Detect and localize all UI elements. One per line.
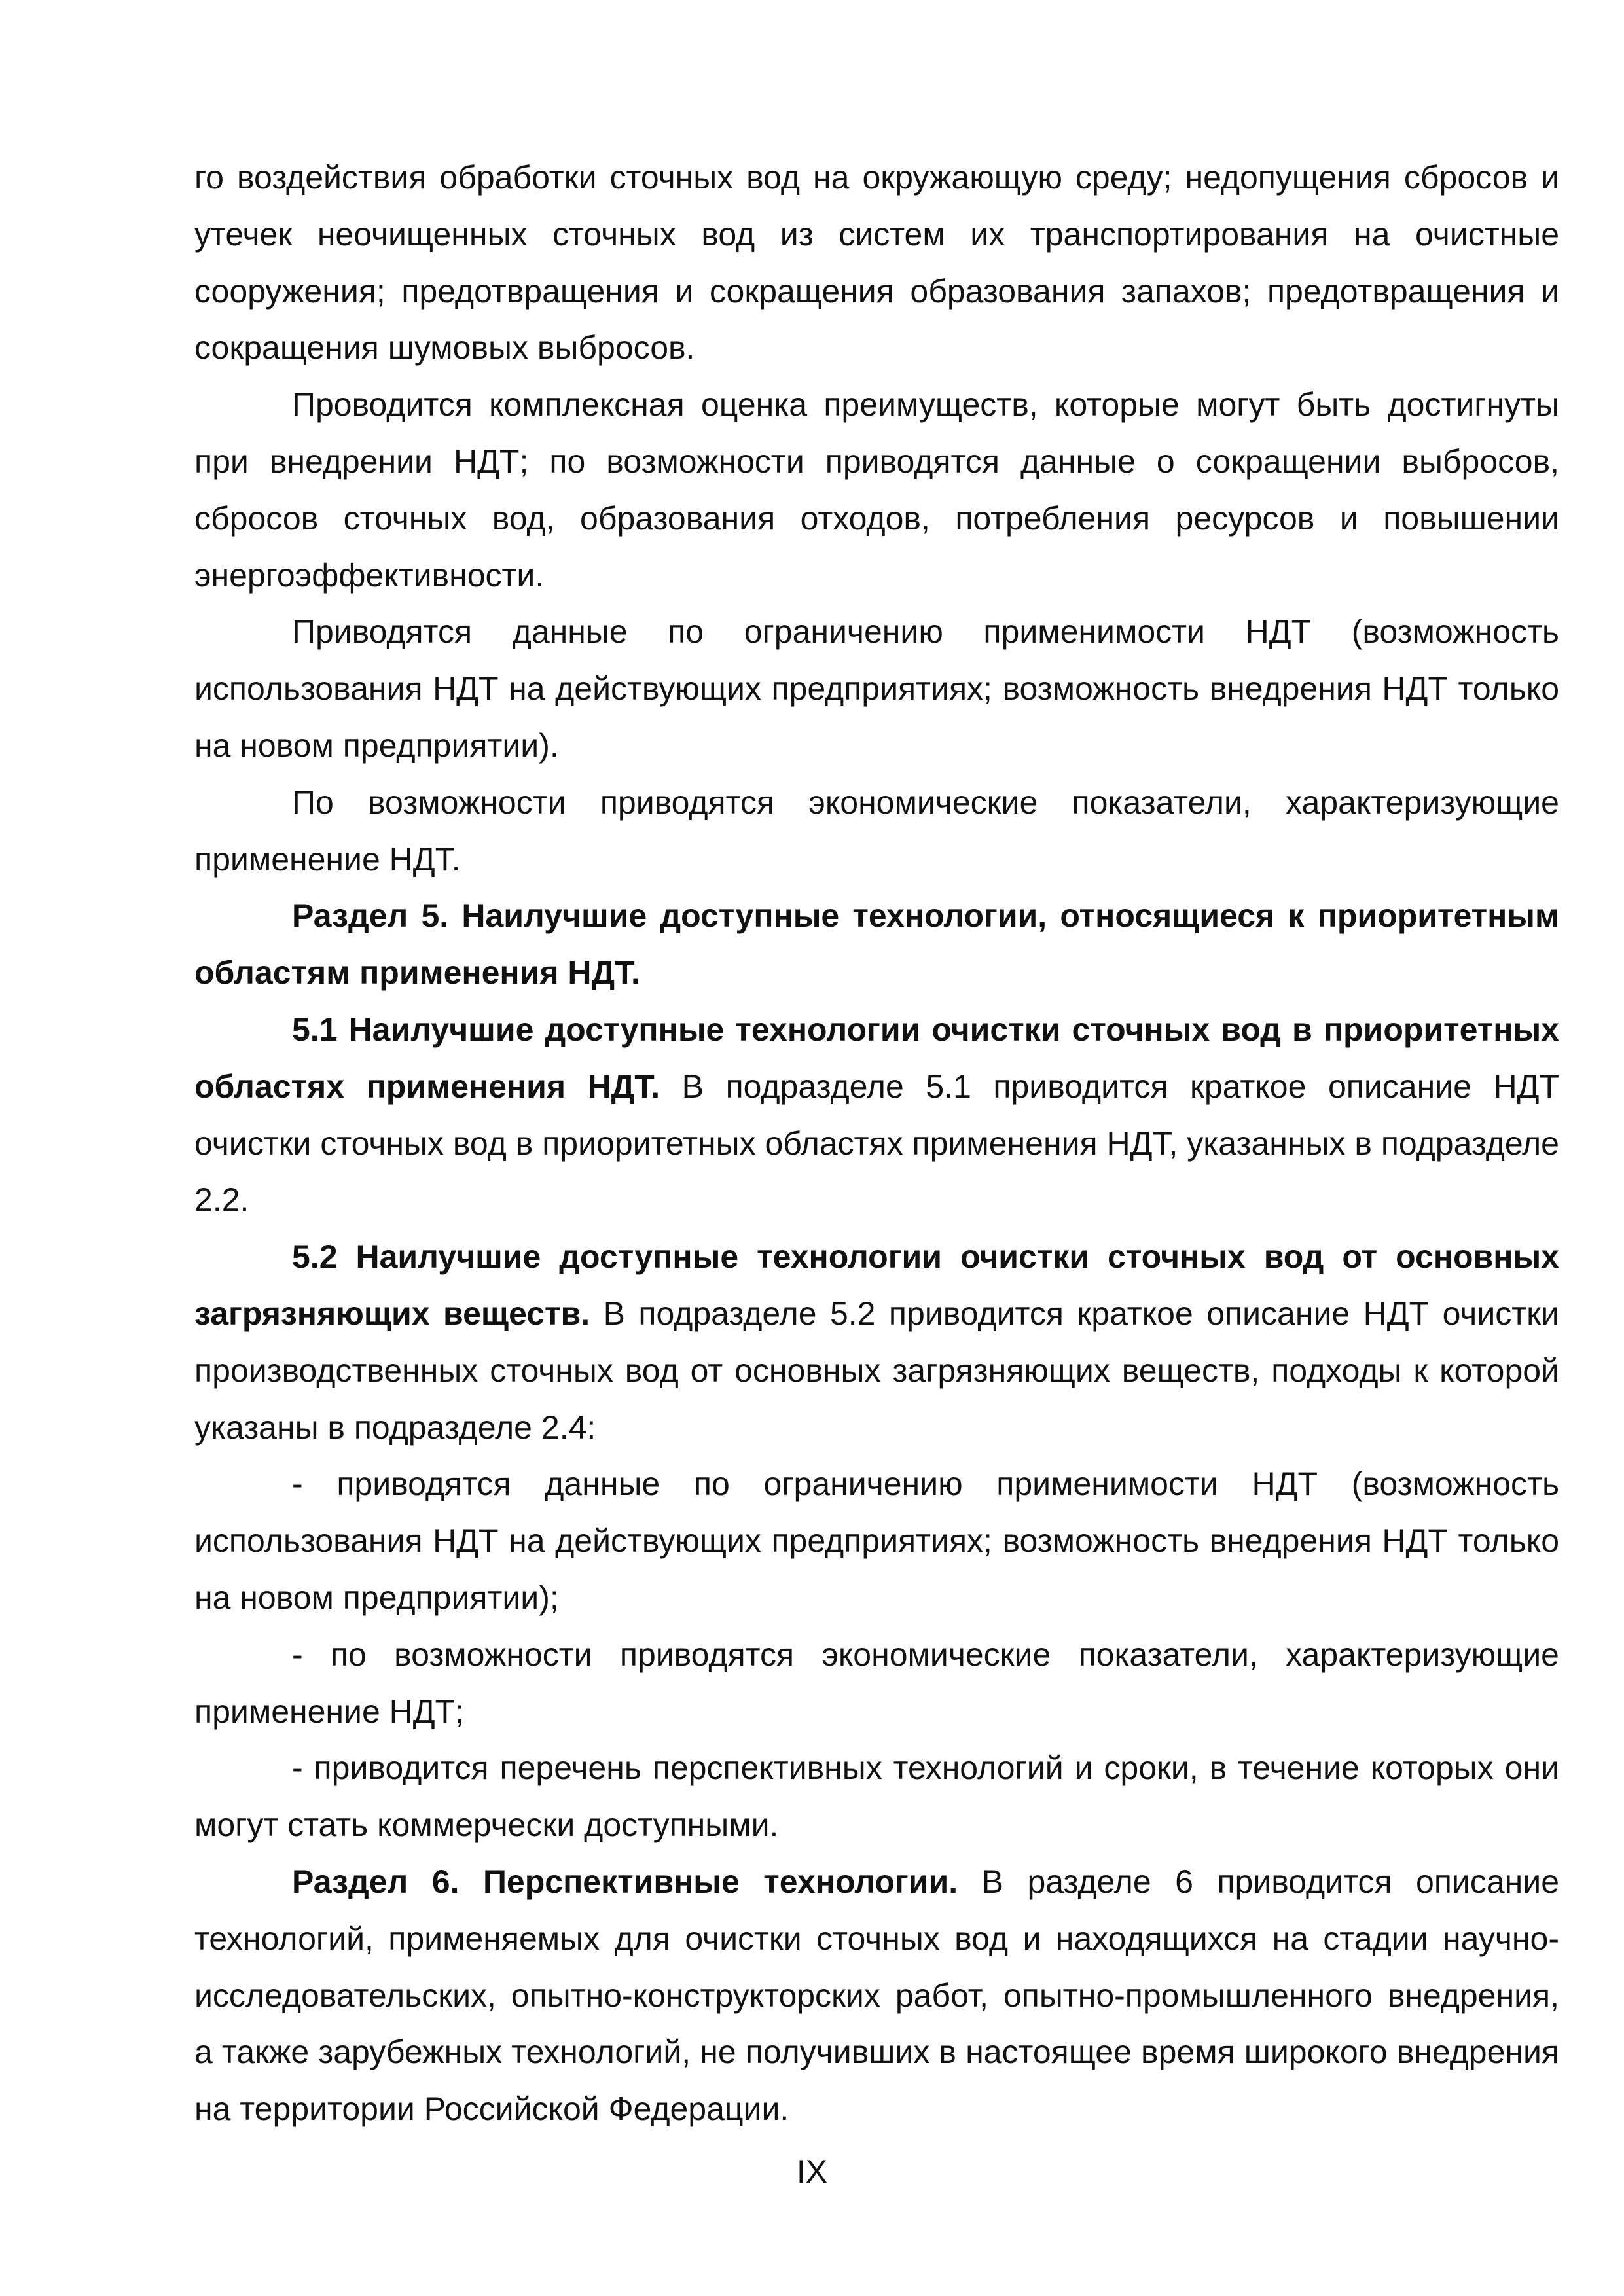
section-6 — [194, 1854, 1559, 2138]
subsection-heading: 5.2 Наилучшие доступные технологии очистки сточных вод от основных загрязняющих веществ. — [194, 1238, 1559, 1332]
paragraph-benefits-assessment — [194, 376, 1559, 603]
paragraph-text: В подразделе 5.1 приводится краткое описание НДТ очистки сточных вод в приоритетных областях применения НДТ, указанных в подразделе 2.2. — [194, 1067, 1560, 1219]
list-item-text: - приводятся данные по ограничению применимости НДТ (возможность использования НДТ на действующих предприятиях; возможность внедрения НДТ только на новом предприятии); — [194, 1465, 1559, 1616]
list-item-prospective — [194, 1740, 1559, 1854]
body-text — [194, 149, 1559, 2138]
paragraph-impact-continuation — [194, 149, 1559, 376]
section-5-heading — [194, 888, 1559, 1001]
paragraph-text: В подразделе 5.2 приводится краткое описание НДТ очистки производственных сточных вод от основных загрязняющих веществ, подходы к которой указаны в подразделе 2.4: — [194, 1295, 1559, 1446]
paragraph-text: В разделе 6 приводится описание технологий, применяемых для очистки сточных вод и находящихся на стадии научно-исследовательских, опытно-конструкторских работ, опытно-промышленного внедрения, а также зарубежных технологий, не получивших в настоящее время широкого внедрения на территории Российской Федерации. — [194, 1863, 1560, 2128]
subsection-5-1 — [194, 1001, 1559, 1229]
paragraph-text: го воздействия обработки сточных вод на окружающую среду; недопущения сбросов и утечек неочищенных сточных вод из систем их транспортирования на очистные сооружения; предотвращения и сокращения образования запахов; предотвращения и сокращения шумовых выбросов. — [194, 159, 1559, 367]
list-item-text: - приводится перечень перспективных технологий и сроки, в течение которых они могут стать коммерчески доступными. — [194, 1749, 1559, 1844]
paragraph-text: Приводятся данные по ограничению применимости НДТ (возможность использования НДТ на действующих предприятиях; возможность внедрения НДТ только на новом предприятии). — [194, 613, 1559, 764]
list-item-text: - по возможности приводятся экономические показатели, характеризующие применение НДТ; — [194, 1636, 1559, 1730]
list-item-economic — [194, 1626, 1559, 1740]
section-heading: Раздел 6. Перспективные технологии. — [292, 1863, 958, 1900]
page-number: IX — [796, 2153, 828, 2190]
paragraph-economic-indicators — [194, 774, 1559, 888]
list-item-applicability — [194, 1456, 1559, 1626]
paragraph-applicability-limits — [194, 603, 1559, 774]
subsection-heading: 5.1 Наилучшие доступные технологии очистки сточных вод в приоритетных областях применения НДТ. — [194, 1011, 1559, 1105]
subsection-5-2 — [194, 1229, 1559, 1456]
section-heading: Раздел 5. Наилучшие доступные технологии, относящиеся к приоритетным областям применения НДТ. — [194, 897, 1559, 992]
paragraph-text: Проводится комплексная оценка преимуществ, которые могут быть достигнуты при внедрении НДТ; по возможности приводятся данные о сокращении выбросов, сбросов сточных вод, образования отходов, потребления ресурсов и повышении энергоэффективности. — [194, 386, 1559, 594]
paragraph-text: По возможности приводятся экономические показатели, характеризующие применение НДТ. — [194, 783, 1559, 878]
